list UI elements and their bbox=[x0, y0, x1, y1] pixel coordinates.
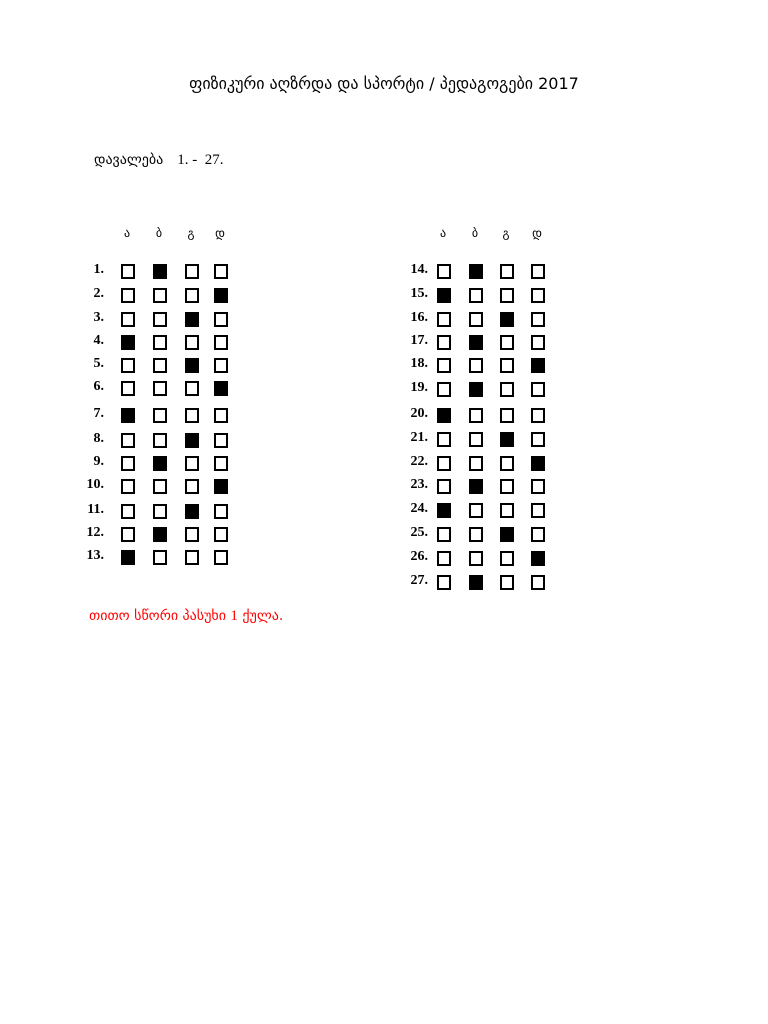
answer-box[interactable] bbox=[500, 479, 514, 494]
answer-box[interactable] bbox=[469, 358, 483, 373]
answer-box[interactable] bbox=[214, 433, 228, 448]
answer-box-checked[interactable] bbox=[153, 527, 167, 542]
question-number: 20. bbox=[410, 406, 428, 421]
answer-box[interactable] bbox=[500, 382, 514, 397]
answer-box[interactable] bbox=[531, 503, 545, 518]
answer-box-checked[interactable] bbox=[531, 456, 545, 471]
note-text-after: ქულა. bbox=[237, 608, 284, 624]
answer-box-checked[interactable] bbox=[469, 479, 483, 494]
question-number: 1. bbox=[93, 262, 104, 277]
answer-box[interactable] bbox=[214, 358, 228, 373]
answer-box[interactable] bbox=[500, 503, 514, 518]
answer-box[interactable] bbox=[469, 503, 483, 518]
answer-box[interactable] bbox=[121, 527, 135, 542]
question-number: 5. bbox=[93, 356, 104, 371]
answer-box[interactable] bbox=[185, 479, 199, 494]
answer-box[interactable] bbox=[153, 479, 167, 494]
answer-box[interactable] bbox=[500, 575, 514, 590]
answer-box[interactable] bbox=[153, 433, 167, 448]
answer-box[interactable] bbox=[185, 456, 199, 471]
answer-box-checked[interactable] bbox=[437, 288, 451, 303]
answer-box-checked[interactable] bbox=[500, 527, 514, 542]
answer-box[interactable] bbox=[437, 382, 451, 397]
answer-box-checked[interactable] bbox=[469, 382, 483, 397]
question-number: 21. bbox=[410, 430, 428, 445]
answer-box[interactable] bbox=[121, 288, 135, 303]
answer-box[interactable] bbox=[153, 504, 167, 519]
scoring-note bbox=[89, 608, 283, 625]
question-number: 7. bbox=[93, 406, 104, 421]
answer-box[interactable] bbox=[153, 381, 167, 396]
answer-box[interactable] bbox=[469, 432, 483, 447]
answer-box[interactable] bbox=[531, 479, 545, 494]
note-number: 1 bbox=[230, 608, 238, 624]
answer-box[interactable] bbox=[214, 504, 228, 519]
answer-box[interactable] bbox=[214, 408, 228, 423]
answer-box[interactable] bbox=[500, 288, 514, 303]
option-header-2-2: ბ bbox=[471, 226, 479, 240]
answer-box[interactable] bbox=[153, 408, 167, 423]
question-number: 4. bbox=[93, 333, 104, 348]
answer-box[interactable] bbox=[214, 527, 228, 542]
answer-box[interactable] bbox=[185, 288, 199, 303]
answer-box[interactable] bbox=[153, 550, 167, 565]
answer-box[interactable] bbox=[531, 288, 545, 303]
answer-box-checked[interactable] bbox=[214, 479, 228, 494]
note-text-before: თითო სწორი პასუხი bbox=[89, 608, 231, 624]
answer-box[interactable] bbox=[531, 312, 545, 327]
answer-box-checked[interactable] bbox=[469, 575, 483, 590]
question-number: 13. bbox=[86, 548, 104, 563]
question-number: 3. bbox=[93, 310, 104, 325]
option-header-1-4: დ bbox=[215, 226, 225, 240]
answer-box[interactable] bbox=[437, 527, 451, 542]
answer-box-checked[interactable] bbox=[185, 358, 199, 373]
answer-box[interactable] bbox=[469, 312, 483, 327]
question-number: 15. bbox=[410, 286, 428, 301]
answer-box[interactable] bbox=[153, 312, 167, 327]
option-header-2-3: გ bbox=[502, 226, 510, 240]
answer-box-checked[interactable] bbox=[437, 503, 451, 518]
answer-box[interactable] bbox=[214, 264, 228, 279]
answer-box[interactable] bbox=[500, 264, 514, 279]
answer-box[interactable] bbox=[121, 312, 135, 327]
answer-box[interactable] bbox=[437, 358, 451, 373]
question-number: 17. bbox=[410, 333, 428, 348]
question-number: 11. bbox=[87, 502, 104, 517]
question-number: 18. bbox=[410, 356, 428, 371]
answer-box[interactable] bbox=[185, 381, 199, 396]
question-number: 9. bbox=[93, 454, 104, 469]
answer-box[interactable] bbox=[214, 550, 228, 565]
answer-box[interactable] bbox=[121, 456, 135, 471]
answer-box[interactable] bbox=[437, 312, 451, 327]
answer-box[interactable] bbox=[214, 335, 228, 350]
answer-box[interactable] bbox=[500, 408, 514, 423]
answer-box[interactable] bbox=[500, 358, 514, 373]
answer-box[interactable] bbox=[437, 335, 451, 350]
question-number: 23. bbox=[410, 477, 428, 492]
option-header-1-1: ა bbox=[123, 226, 131, 240]
answer-box[interactable] bbox=[437, 479, 451, 494]
answer-box[interactable] bbox=[121, 358, 135, 373]
answer-box-checked[interactable] bbox=[121, 408, 135, 423]
option-header-2-1: ა bbox=[439, 226, 447, 240]
answer-box[interactable] bbox=[531, 335, 545, 350]
answer-box[interactable] bbox=[153, 335, 167, 350]
question-number: 24. bbox=[410, 501, 428, 516]
answer-box[interactable] bbox=[500, 335, 514, 350]
answer-box-checked[interactable] bbox=[469, 335, 483, 350]
answer-box[interactable] bbox=[437, 551, 451, 566]
answer-box[interactable] bbox=[437, 575, 451, 590]
answer-box[interactable] bbox=[153, 288, 167, 303]
answer-box-checked[interactable] bbox=[531, 551, 545, 566]
answer-box[interactable] bbox=[437, 456, 451, 471]
question-number: 12. bbox=[86, 525, 104, 540]
question-number: 2. bbox=[93, 286, 104, 301]
question-number: 14. bbox=[410, 262, 428, 277]
answer-box[interactable] bbox=[214, 312, 228, 327]
answer-box[interactable] bbox=[469, 408, 483, 423]
question-number: 26. bbox=[410, 549, 428, 564]
option-header-1-3: გ bbox=[187, 226, 195, 240]
answer-box[interactable] bbox=[121, 479, 135, 494]
option-header-1-2: ბ bbox=[155, 226, 163, 240]
answer-box-checked[interactable] bbox=[214, 381, 228, 396]
answer-box[interactable] bbox=[531, 408, 545, 423]
answer-box[interactable] bbox=[185, 527, 199, 542]
answer-box[interactable] bbox=[500, 456, 514, 471]
answer-box[interactable] bbox=[469, 288, 483, 303]
question-number: 6. bbox=[93, 379, 104, 394]
answer-box-checked[interactable] bbox=[437, 408, 451, 423]
answer-box[interactable] bbox=[121, 433, 135, 448]
answer-box[interactable] bbox=[531, 264, 545, 279]
answer-box-checked[interactable] bbox=[153, 456, 167, 471]
answer-box[interactable] bbox=[185, 408, 199, 423]
answer-box-checked[interactable] bbox=[121, 550, 135, 565]
answer-box[interactable] bbox=[185, 335, 199, 350]
answer-box-checked[interactable] bbox=[531, 358, 545, 373]
answer-box[interactable] bbox=[121, 504, 135, 519]
option-header-2-4: დ bbox=[532, 226, 542, 240]
answer-box-checked[interactable] bbox=[500, 312, 514, 327]
question-number: 19. bbox=[410, 380, 428, 395]
answer-box[interactable] bbox=[121, 264, 135, 279]
question-number: 27. bbox=[410, 573, 428, 588]
answer-box[interactable] bbox=[531, 527, 545, 542]
answer-box[interactable] bbox=[469, 527, 483, 542]
page-title: ფიზიკური აღზრდა და სპორტი / პედაგოგები 2017 bbox=[189, 74, 579, 93]
answer-box[interactable] bbox=[185, 550, 199, 565]
question-number: 25. bbox=[410, 525, 428, 540]
answer-box[interactable] bbox=[531, 432, 545, 447]
answer-box-checked[interactable] bbox=[185, 433, 199, 448]
answer-box-checked[interactable] bbox=[153, 264, 167, 279]
answer-box[interactable] bbox=[185, 264, 199, 279]
answer-box[interactable] bbox=[531, 575, 545, 590]
answer-box[interactable] bbox=[437, 264, 451, 279]
answer-box-checked[interactable] bbox=[469, 264, 483, 279]
answer-box[interactable] bbox=[500, 551, 514, 566]
answer-box-checked[interactable] bbox=[185, 312, 199, 327]
answer-box[interactable] bbox=[121, 381, 135, 396]
answer-box-checked[interactable] bbox=[214, 288, 228, 303]
answer-box[interactable] bbox=[469, 551, 483, 566]
answer-box[interactable] bbox=[437, 432, 451, 447]
answer-box-checked[interactable] bbox=[121, 335, 135, 350]
answer-box-checked[interactable] bbox=[185, 504, 199, 519]
answer-box[interactable] bbox=[469, 456, 483, 471]
question-number: 16. bbox=[410, 310, 428, 325]
answer-box[interactable] bbox=[214, 456, 228, 471]
question-number: 8. bbox=[93, 431, 104, 446]
answer-box[interactable] bbox=[531, 382, 545, 397]
answer-box-checked[interactable] bbox=[500, 432, 514, 447]
question-number: 10. bbox=[86, 477, 104, 492]
task-label: დავალება bbox=[94, 152, 164, 168]
question-number: 22. bbox=[410, 454, 428, 469]
task-range: 1. - 27. bbox=[177, 152, 224, 168]
answer-box[interactable] bbox=[153, 358, 167, 373]
